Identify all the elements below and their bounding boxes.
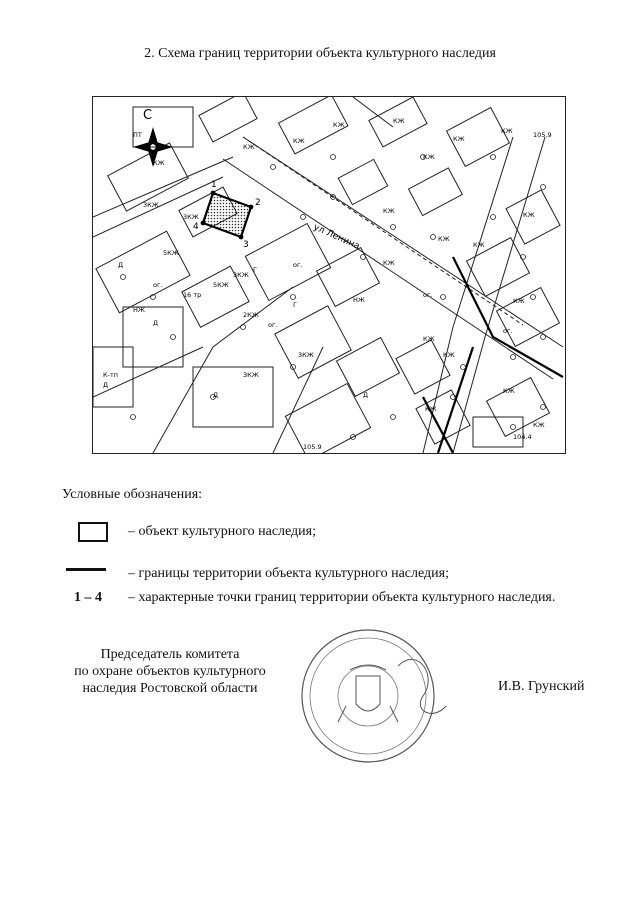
signer-name: И.В. Грунский [498,679,585,694]
map-label: Д [118,261,124,269]
street-edge-south [223,159,553,379]
map-label: Д [363,391,369,399]
map-label: КЖ [425,405,437,413]
map-label: КЖ [533,421,545,429]
map-label: 2КЖ [243,311,259,319]
map-label: КЖ [393,117,405,125]
map-label: К-тп [103,371,118,379]
map-label: 3КЖ [143,201,159,209]
map-label: 3КЖ [298,351,314,359]
map-label: Д [103,381,109,389]
map-label: КЖ [513,297,525,305]
page-title: 2. Схема границ территории объекта культурного наследия [144,46,496,61]
street-edge-north [243,137,563,347]
map-label: 3КЖ [233,271,249,279]
map-label: КЖ [153,159,165,167]
map-label: 104.4 [513,433,532,441]
legend-symbol-boundary [66,568,106,571]
map-label: НЖ [133,306,145,314]
map-label: КЖ [473,241,485,249]
map-label: 3КЖ [183,213,199,221]
map-label: КЖ [333,121,345,129]
map-label: Г [293,301,297,309]
map-label: КЖ [423,153,435,161]
legend-item-boundary: – границы территории объекта культурного наследия; [128,566,449,581]
street-label: ул Ленина [311,222,361,252]
map-label: КЖ [423,335,435,343]
map-label: 16 тр [183,291,202,299]
legend-item-points: – характерные точки границ территории объекта культурного наследия. [128,590,556,605]
signer-line: наследия Ростовской области [82,681,258,696]
map-label: КЖ [243,143,255,151]
map-label: КЖ [523,211,535,219]
map-svg [93,97,565,453]
signer-line: Председатель комитета [100,647,240,662]
map-label: 5КЖ [213,281,229,289]
map-label: 105.9 [303,443,322,451]
map-label: КЖ [438,235,450,243]
signature-scribble [398,659,446,713]
map-label: ЗКЖ [243,371,259,379]
official-seal-icon [288,626,448,766]
map-label: КЖ [501,127,513,135]
boundary-point-label-3: 3 [243,240,249,250]
map-label: ог. [268,321,278,329]
map-label: Г [253,266,257,274]
boundary-point-label-4: 4 [193,222,199,232]
map-label: ПТ [133,131,142,139]
signer-title [70,646,270,697]
boundary-point-2 [249,205,254,210]
map-label: КЖ [293,137,305,145]
map-label: КЖ [503,387,515,395]
cadastral-map [92,96,566,454]
map-label: КЖ [443,351,455,359]
map-label: ог. [153,281,163,289]
north-label: С [143,108,153,123]
map-label: 105.9 [533,131,552,139]
map-label: КЖ [383,259,395,267]
map-label: НЖ [353,296,365,304]
map-label: Д [213,391,219,399]
map-label: Д [153,319,159,327]
boundary-point-1 [211,191,216,196]
map-label: ог. [293,261,303,269]
boundary-point-3 [239,235,244,240]
boundary-point-label-1: 1 [211,180,217,190]
legend-item-object: – объект культурного наследия; [128,524,316,539]
legend-symbol-object [78,522,108,542]
map-label: ог. [503,327,513,335]
map-label: 5КЖ [163,249,179,257]
map-label: ог. [423,291,433,299]
map-label: КЖ [383,207,395,215]
legend-symbol-points: 1 – 4 [74,590,102,605]
map-label: КЖ [453,135,465,143]
heritage-object-area [203,193,251,237]
signer-line: по охране объектов культурного [74,664,266,679]
legend-title: Условные обозначения: [62,487,203,502]
boundary-point-4 [201,221,206,226]
boundary-point-label-2: 2 [255,198,261,208]
